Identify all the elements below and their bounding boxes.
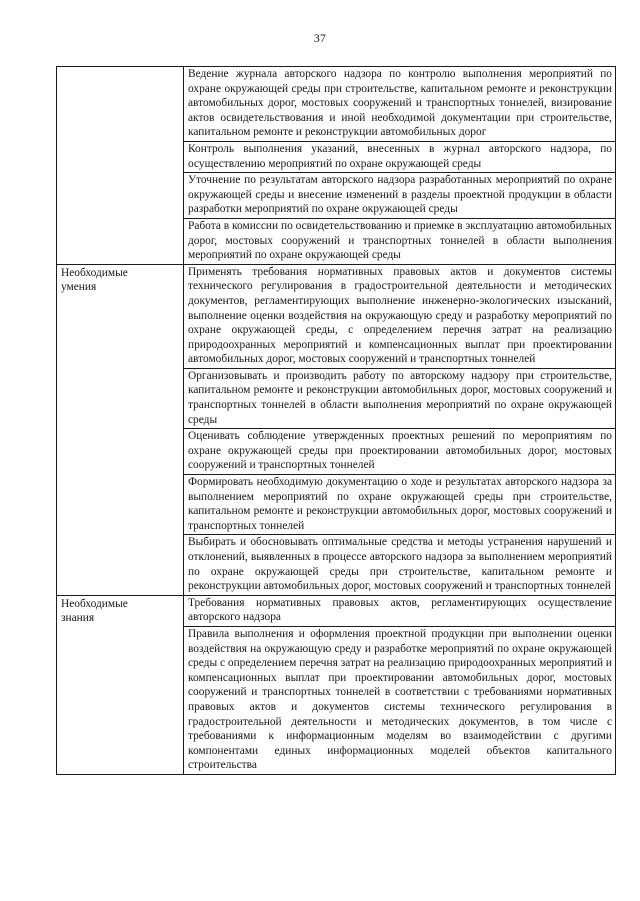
requirement-text: Уточнение по результатам авторского надзора разработанных мероприятий по охране окружающей среды и внесение изменений в разделы проектной продукции в области разработки мероприятий по охране окружающей среды — [184, 173, 616, 219]
section-label-line: Необходимые — [61, 597, 128, 610]
section-label-line: знания — [61, 612, 95, 625]
table-row — [57, 264, 616, 368]
section-label-line: умения — [61, 281, 97, 294]
section-label — [57, 67, 184, 265]
table-row — [57, 67, 616, 142]
section-label — [57, 595, 184, 774]
requirement-text: Контроль выполнения указаний, внесенных в журнал авторского надзора, по осуществлению мероприятий по охране окружающей среды — [184, 141, 616, 172]
requirement-text: Организовывать и производить работу по авторскому надзору при строительстве, капитальном ремонте и реконструкции автомобильных дорог, мостовых сооружений и транспортных тоннелей в области выполнения мероприятий по охране окружающей среды — [184, 368, 616, 428]
requirement-text: Применять требования нормативных правовых актов и документов системы технического регулирования в градостроительной деятельности и методических документов, регламентирующих выполнение инженерно-экологических изысканий, выполнение оценки воздействия на окружающую среду и разработку мероприятий по охране окружающей среды, с определением перечня затрат на реализацию природоохранных мероприятий и компенсационных выплат при проектировании автомобильных дорог, мостовых сооружений и транспортных тоннелей — [184, 264, 616, 368]
requirement-text: Работа в комиссии по освидетельствованию и приемке в эксплуатацию автомобильных дорог, мостовых сооружений и транспортных тоннелей в области выполнения мероприятий по охране окружающей среды — [184, 218, 616, 264]
table-row — [57, 595, 616, 626]
section-label — [57, 264, 184, 595]
requirement-text: Требования нормативных правовых актов, регламентирующих осуществление авторского надзора — [184, 595, 616, 626]
requirement-text: Формировать необходимую документацию о ходе и результатах авторского надзора за выполнением мероприятий по охране окружающей среды при строительстве, капитальном ремонте и реконструкции автомобильных дорог, мостовых сооружений и транспортных тоннелей — [184, 475, 616, 535]
requirement-text: Выбирать и обосновывать оптимальные средства и методы устранения нарушений и отклонений, выявленных в процессе авторского надзора за выполнением мероприятий по охране окружающей среды при строительстве, капитальном ремонте и реконструкции автомобильных дорог, мостовых сооружений и транспортных тоннелей — [184, 535, 616, 595]
table-body — [57, 67, 616, 775]
qualification-table — [56, 66, 616, 775]
page-number: 37 — [313, 33, 327, 45]
requirement-text: Оценивать соблюдение утвержденных проектных решений по мероприятиям по охране окружающей среды при проектировании автомобильных дорог, мостовых сооружений и транспортных тоннелей — [184, 429, 616, 475]
requirement-text: Ведение журнала авторского надзора по контролю выполнения мероприятий по охране окружающей среды при строительстве, капитальном ремонте и реконструкции автомобильных дорог, мостовых сооружений и транспортных тоннелей, визирование актов освидетельствования и иной необходимой документации при строительстве, капитальном ремонте и реконструкции автомобильных дорог — [184, 67, 616, 142]
section-label-line: Необходимые — [61, 266, 128, 279]
requirement-text: Правила выполнения и оформления проектной продукции при выполнении оценки воздействия на окружающую среду и разработке мероприятий по охране окружающей среды с определением перечня затрат на реализацию природоохранных мероприятий и компенсационных выплат при проектировании автомобильных дорог, мостовых сооружений и транспортных тоннелей в соответствии с требованиями нормативных правовых актов и документов системы технического регулирования в градостроительной деятельности и методических документов, в том числе с требованиями к информационным моделям во взаимодействии с другими компонентами единых информационных моделей объектов капитального строительства — [184, 626, 616, 774]
